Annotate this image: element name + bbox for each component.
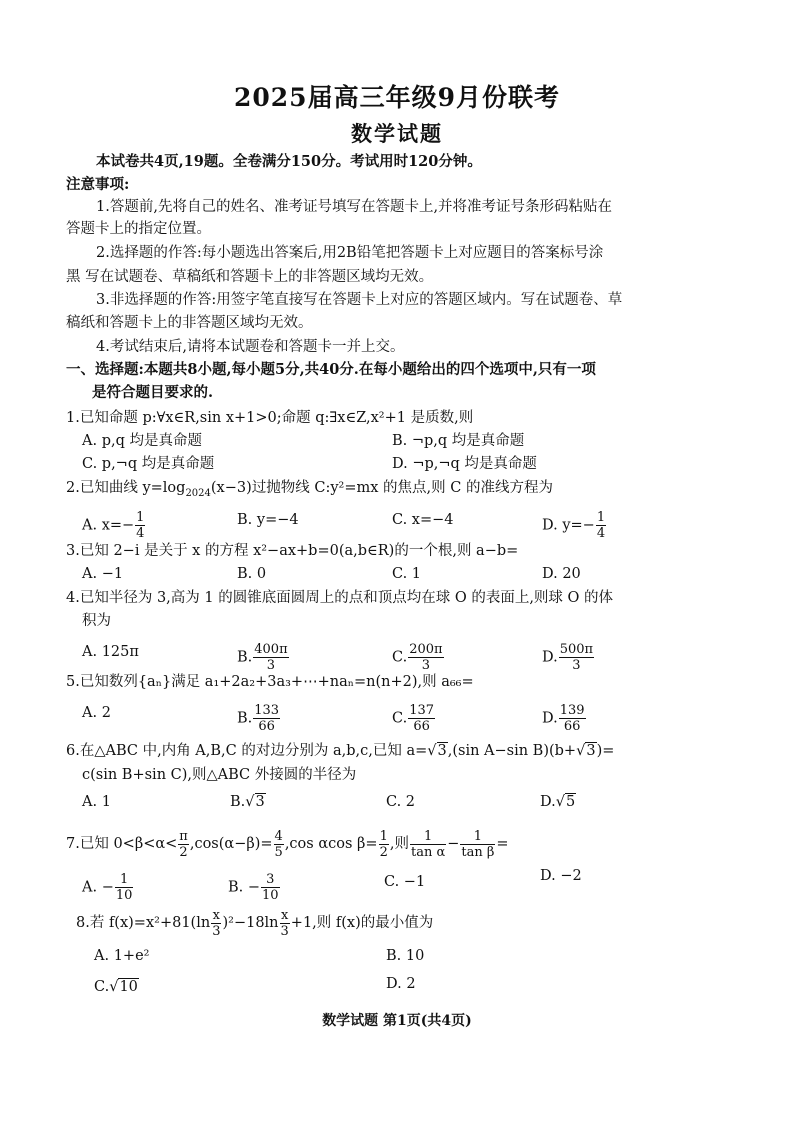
q4-option-c: C. $\frac{200\pi}{3}$ (392, 642, 443, 673)
fraction: $\frac{1}{2}$ (379, 828, 388, 860)
fraction: $\frac{1}{10}$ (115, 872, 133, 903)
q3-option-c: C. 1 (392, 566, 422, 582)
fraction: $\frac{200\pi}{3}$ (409, 642, 443, 673)
note-1-line-1: 1.答题前,先将自己的姓名、准考证号填写在答题卡上,并将准考证号条形码粘贴在 (96, 199, 613, 215)
q4-option-b: B. $\frac{400\pi}{3}$ (237, 642, 288, 673)
q4-stem-1: 4.已知半径为 3,高为 1 的圆锥底面圆周上的点和顶点均在球 O 的表面上,则球 O 的体 (66, 590, 614, 606)
q8-option-a: A. 1+e² (94, 948, 150, 964)
q2-option-c: C. x=−4 (392, 512, 454, 528)
fraction: $\frac{139}{66}$ (559, 703, 585, 734)
q3-option-a: A. −1 (82, 566, 124, 582)
fraction: $\frac{\pi}{2}$ (179, 828, 188, 860)
fraction: $\frac{400\pi}{3}$ (254, 642, 288, 673)
fraction: $\frac{1}{4}$ (596, 510, 606, 541)
q6-option-a: A. 1 (82, 794, 111, 810)
fraction: $\frac{3}{10}$ (262, 872, 279, 903)
note-2-line-2: 黑 写在试题卷、草稿纸和答题卡上的非答题区域均无效。 (66, 269, 434, 285)
q2-option-a: A. x=− $\frac{1}{4}$ (82, 510, 145, 541)
fraction: $\frac{137}{66}$ (409, 703, 435, 734)
q5-option-d: D. $\frac{139}{66}$ (542, 703, 585, 734)
fraction: $\frac{x}{3}$ (212, 907, 221, 939)
q1-option-c: C. p,¬q 均是真命题 (82, 456, 215, 472)
q2-option-b: B. y=−4 (237, 512, 299, 528)
fraction: $\frac{x}{3}$ (280, 907, 289, 939)
note-2-line-1: 2.选择题的作答:每小题选出答案后,用2B铅笔把答题卡上对应题目的答案标号涂 (96, 245, 604, 261)
exam-title: 2025届高三年级9月份联考 (234, 83, 560, 112)
q8-option-b: B. 10 (386, 948, 425, 964)
q4-option-d: D. $\frac{500\pi}{3}$ (542, 642, 594, 673)
exam-subtitle: 数学试题 (351, 121, 443, 146)
q6-stem-2: c(sin B+sin C),则△ABC 外接圆的半径为 (82, 767, 357, 783)
q1-stem: 1.已知命题 p:∀x∈R,sin x+1>0;命题 q:∃x∈Z,x²+1 是质数,则 (66, 410, 474, 426)
fraction: $\frac{1}{4}$ (136, 510, 145, 541)
q8-stem: 8.若 f(x)=x²+81(ln $\frac{x}{3}$ )²−18ln $\frac{x}{3}$ +1,则 f(x)的最小值为 (76, 907, 434, 939)
q6-option-b: B.√3 (230, 794, 265, 810)
fraction: $\frac{133}{66}$ (254, 703, 280, 734)
fraction: $\frac{4}{5}$ (274, 828, 283, 860)
q1-option-b: B. ¬p,q 均是真命题 (392, 433, 525, 449)
q6-option-c: C. 2 (386, 794, 416, 810)
fraction: $\frac{1}{\text{tan β}}$ (461, 828, 495, 860)
q6-stem-1: 6.在△ABC 中,内角 A,B,C 的对边分别为 a,b,c,已知 a=√3,(sin A−sin B)(b+√3)= (66, 743, 615, 759)
section-1-heading: 一、选择题:本题共8小题,每小题5分,共40分.在每小题给出的四个选项中,只有一项 (66, 361, 596, 378)
note-4: 4.考试结束后,请将本试题卷和答题卡一并上交。 (96, 339, 405, 355)
note-3-line-1: 3.非选择题的作答:用签字笔直接写在答题卡上对应的答题区域内。写在试题卷、草 (96, 292, 623, 308)
q8-option-c: C.√10 (94, 979, 138, 995)
q5-option-b: B. $\frac{133}{66}$ (237, 703, 280, 734)
q5-stem: 5.已知数列{aₙ}满足 a₁+2a₂+3a₃+⋯+naₙ=n(n+2),则 a₆₆= (66, 674, 474, 690)
q3-stem: 3.已知 2−i 是关于 x 的方程 x²−ax+b=0(a,b∈R)的一个根,则 a−b= (66, 543, 519, 559)
q5-option-c: C. $\frac{137}{66}$ (392, 703, 435, 734)
q7-option-a: A. − $\frac{1}{10}$ (82, 872, 133, 903)
section-1-heading-cont: 是符合题目要求的. (92, 384, 214, 401)
q3-option-b: B. 0 (237, 566, 267, 582)
intro-text: 本试卷共4页,19题。全卷满分150分。考试用时120分钟。 (96, 153, 482, 170)
q7-option-c: C. −1 (384, 874, 426, 890)
page-footer: 数学试题 第1页(共4页) (322, 1013, 472, 1029)
q4-option-a: A. 125π (82, 644, 139, 660)
q1-option-d: D. ¬p,¬q 均是真命题 (392, 456, 537, 472)
fraction: $\frac{500\pi}{3}$ (559, 642, 594, 673)
q3-option-d: D. 20 (542, 566, 581, 582)
q7-option-b: B. − $\frac{3}{10}$ (228, 872, 279, 903)
note-3-line-2: 稿纸和答题卡上的非答题区域均无效。 (66, 315, 313, 331)
q1-option-a: A. p,q 均是真命题 (82, 433, 202, 449)
q2-option-d: D. y=− $\frac{1}{4}$ (542, 510, 606, 541)
note-1-line-2: 答题卡上的指定位置。 (66, 221, 211, 237)
q5-option-a: A. 2 (82, 705, 111, 721)
q6-option-d: D.√5 (540, 794, 576, 810)
fraction: $\frac{1}{\text{tan α}}$ (410, 828, 446, 860)
q4-stem-2: 积为 (82, 613, 111, 629)
q7-option-d: D. −2 (540, 868, 582, 884)
q7-stem: 7.已知 0<β<α< $\frac{\pi}{2}$ ,cos(α−β)= $\frac{4}{5}$ ,cos αcos β= $\frac{1}{2}$ ,则 $\frac{1}{\text{tan α}}$ − $\frac{1}{\text{tan β}}$ = (66, 828, 509, 860)
q8-option-d: D. 2 (386, 976, 416, 992)
q2-stem: 2.已知曲线 $y=\log_{2024}(x-3)$过抛物线 C:y²=mx 的焦点,则 C 的准线方程为 (66, 480, 553, 499)
notes-heading: 注意事项: (66, 176, 130, 193)
